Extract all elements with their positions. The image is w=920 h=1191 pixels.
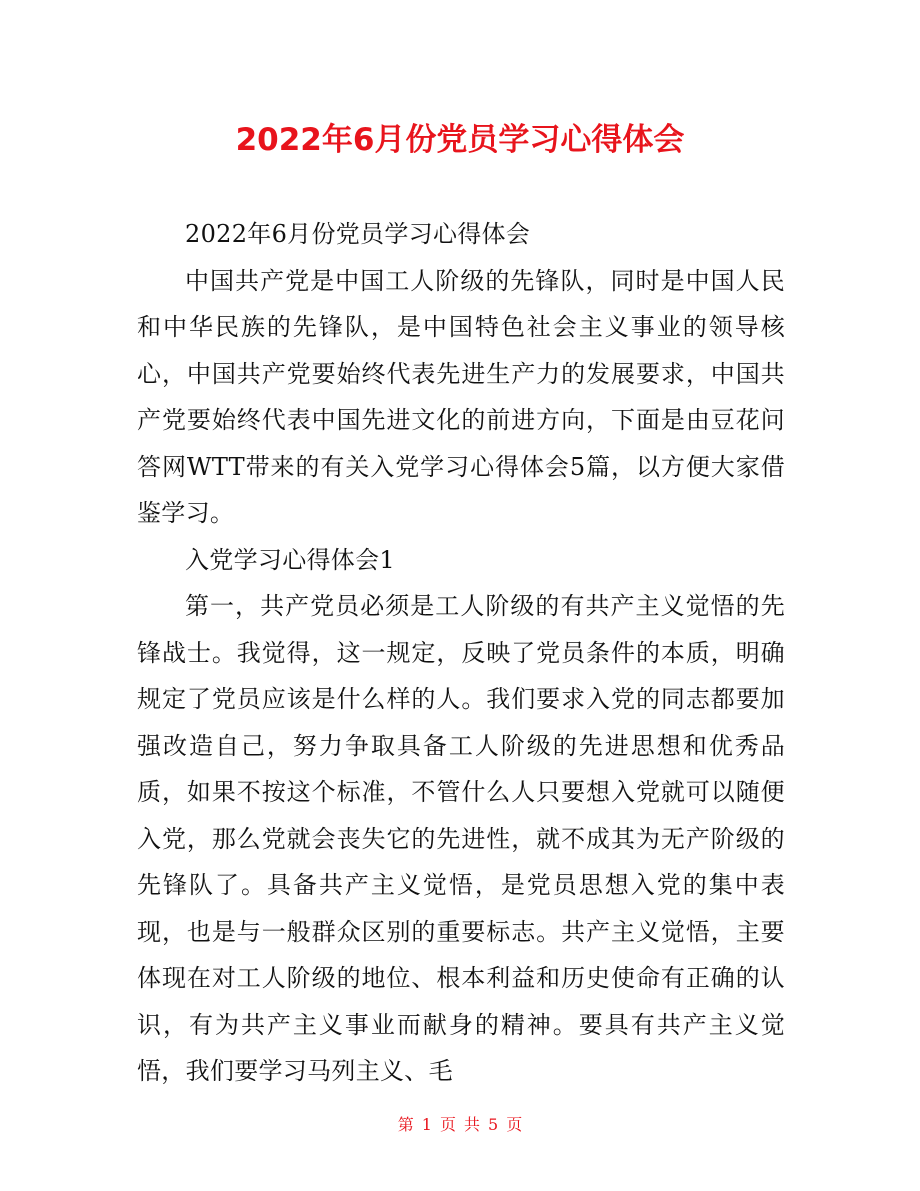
footer-page-unit: 页 xyxy=(439,1115,456,1134)
footer-total-prefix: 共 xyxy=(464,1115,481,1134)
footer-current-page: 1 xyxy=(421,1115,432,1134)
page-footer xyxy=(0,1112,920,1138)
document-body xyxy=(137,211,785,1095)
body-paragraph: 第一，共产党员必须是工人阶级的有共产主义觉悟的先锋战士。我觉得，这一规定，反映了党员条件的本质，明确规定了党员应该是什么样的人。我们要求入党的同志都要加强改造自己，努力争取具备工人阶级的先进思想和优秀品质，如果不按这个标准，不管什么人只要想入党就可以随便入党，那么党就会丧失它的先进性，就不成其为无产阶级的先锋队了。具备共产主义觉悟，是党员思想入党的集中表现，也是与一般群众区别的重要标志。共产主义觉悟，主要体现在对工人阶级的地位、根本利益和历史使命有正确的认识，有为共产主义事业而献身的精神。要具有共产主义觉悟，我们要学习马列主义、毛 xyxy=(137,592,785,1085)
footer-total-pages: 5 xyxy=(488,1115,499,1134)
document-title: 2022年6月份党员学习心得体会 xyxy=(235,122,685,158)
footer-total-unit: 页 xyxy=(506,1115,523,1134)
intro-paragraph: 中国共产党是中国工人阶级的先锋队，同时是中国人民和中华民族的先锋队，是中国特色社会主义事业的领导核心，中国共产党要始终代表先进生产力的发展要求，中国共产党要始终代表中国先进文化的前进方向，下面是由豆花问答网WTT带来的有关入党学习心得体会5篇，以方便大家借鉴学习。 xyxy=(137,266,785,527)
section-heading: 入党学习心得体会1 xyxy=(185,545,395,574)
footer-prefix: 第 xyxy=(397,1115,414,1134)
subtitle-paragraph: 2022年6月份党员学习心得体会 xyxy=(185,220,531,248)
